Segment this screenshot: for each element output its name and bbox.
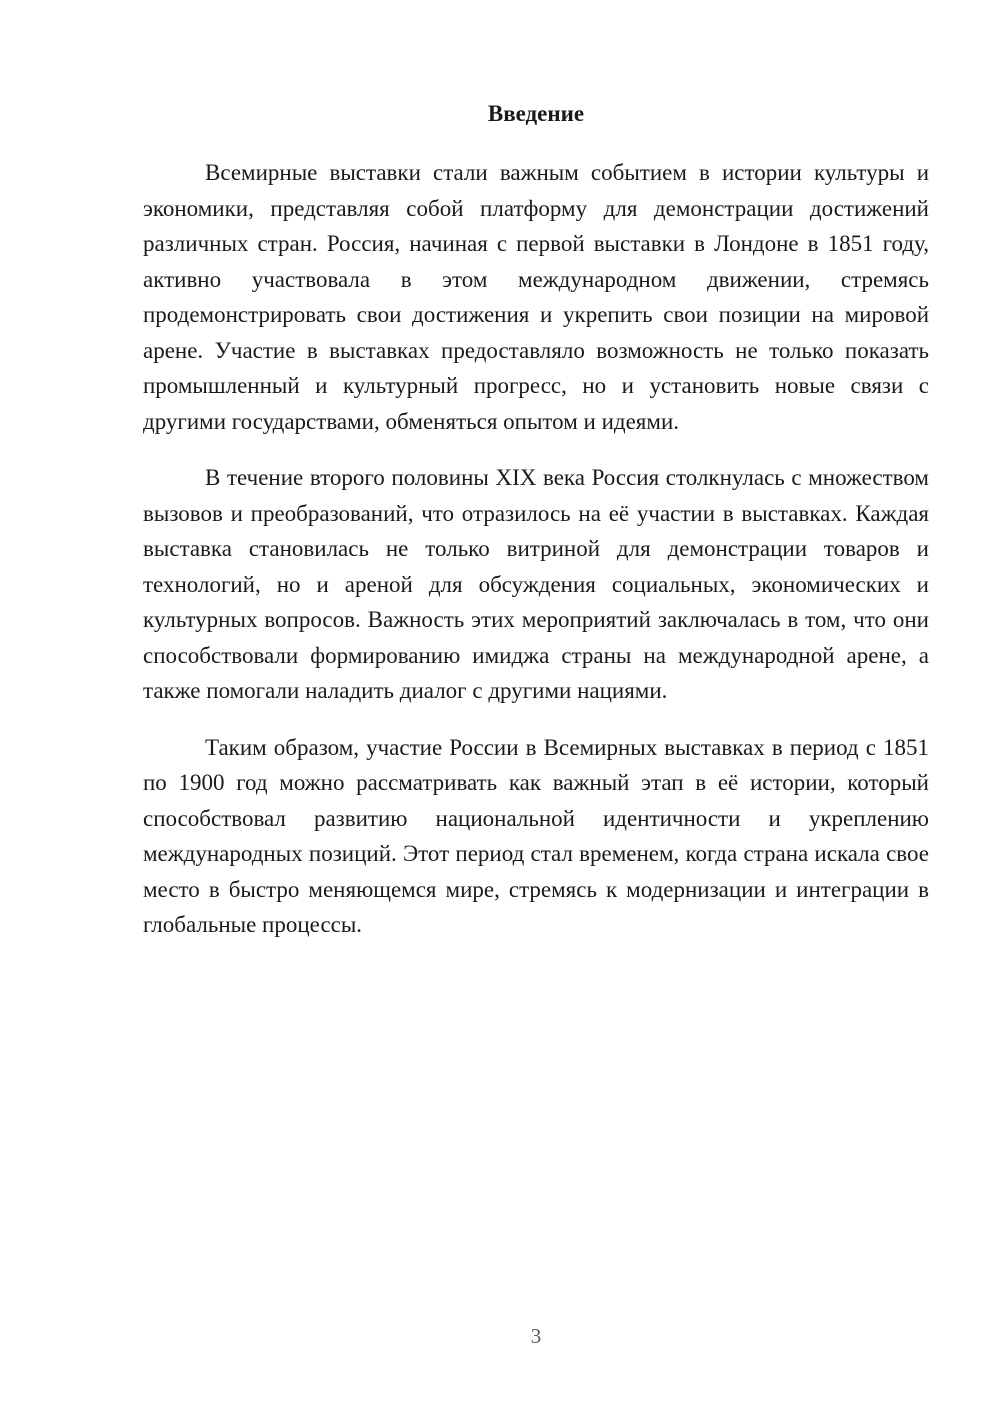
page-number: 3 bbox=[530, 1324, 542, 1348]
paragraph-world-exhibitions: Всемирные выставки стали важным событием в истории культуры и экономики, представляя собой платформу для демонстрации достижений различных стран. Россия, начиная с первой выставки в Лондоне в 1851 году, активно участвовала в этом международном движении, стремясь продемонстрировать свои достижения и укрепить свои позиции на мировой арене. Участие в выставках предоставляло возможность не только показать промышленный и культурный прогресс, но и установить новые связи с другими государствами, обменяться опытом и идеями. bbox=[143, 160, 929, 434]
paragraph-conclusion: Таким образом, участие России в Всемирных выставках в период с 1851 по 1900 год можно рассматривать как важный этап в её истории, который способствовал развитию национальной идентичности и укреплению международных позиций. Этот период стал временем, когда страна искала свое место в быстро меняющемся мире, стремясь к модернизации и интеграции в глобальные процессы. bbox=[143, 734, 929, 937]
section-title: Введение bbox=[487, 101, 585, 126]
paragraph-xix-century: В течение второго половины XIX века Россия столкнулась с множеством вызовов и преобразований, что отразилось на её участии в выставках. Каждая выставка становилась не только витриной для демонстрации товаров и технологий, но и ареной для обсуждения социальных, экономических и культурных вопросов. Важность этих мероприятий заключалась в том, что они способствовали формированию имиджа страны на международной арене, а также помогали наладить диалог с другими нациями. bbox=[143, 465, 929, 703]
